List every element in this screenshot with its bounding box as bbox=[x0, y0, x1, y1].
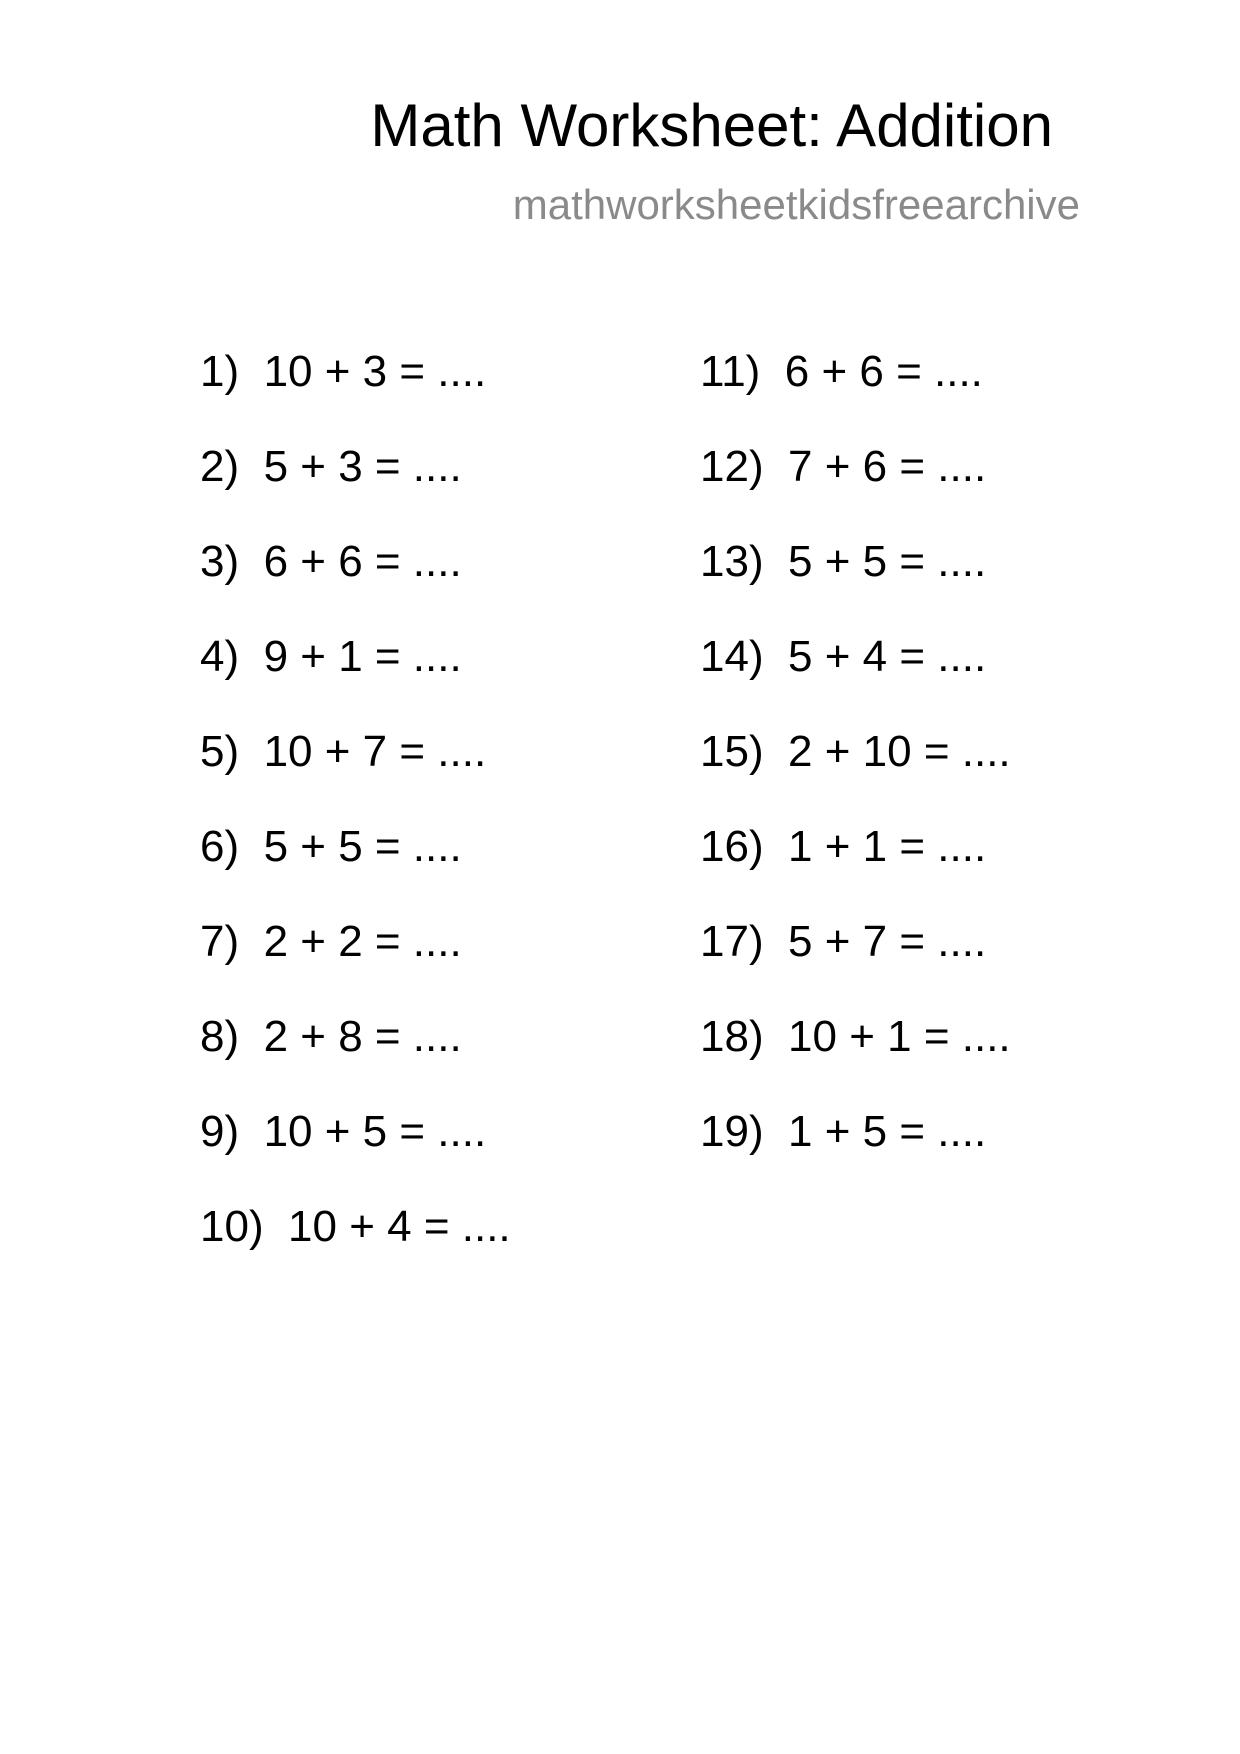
problem-item bbox=[700, 537, 1011, 635]
problem-number: 16) bbox=[700, 822, 764, 871]
problem-item bbox=[700, 1012, 1011, 1110]
problem-number: 10) bbox=[200, 1202, 264, 1251]
problem-number: 8) bbox=[200, 1012, 240, 1061]
problem-item bbox=[700, 442, 1011, 540]
problem-number: 1) bbox=[200, 347, 240, 396]
problem-item bbox=[200, 1107, 511, 1205]
problem-number: 5) bbox=[200, 727, 240, 776]
problem-expression: 10 + 7 = .... bbox=[263, 727, 487, 776]
problem-item bbox=[200, 727, 511, 825]
problem-item bbox=[200, 442, 511, 540]
problem-expression: 7 + 6 = .... bbox=[788, 442, 987, 491]
problem-number: 4) bbox=[200, 632, 240, 681]
problem-number: 18) bbox=[700, 1012, 764, 1061]
problem-number: 15) bbox=[700, 727, 764, 776]
problem-number: 13) bbox=[700, 537, 764, 586]
problem-expression: 5 + 7 = .... bbox=[788, 917, 987, 966]
problem-number: 9) bbox=[200, 1107, 240, 1156]
problem-expression: 5 + 5 = .... bbox=[788, 537, 987, 586]
problem-number: 14) bbox=[700, 632, 764, 681]
problem-item bbox=[700, 1107, 1011, 1205]
problem-item bbox=[200, 1202, 511, 1300]
problem-expression: 6 + 6 = .... bbox=[263, 537, 462, 586]
page-subtitle: mathworksheetkidsfreearchive bbox=[512, 181, 1080, 228]
problem-item bbox=[200, 537, 511, 635]
problem-item bbox=[200, 632, 511, 730]
problem-column-right bbox=[700, 347, 1011, 1205]
problem-item bbox=[700, 917, 1011, 1015]
problem-expression: 2 + 10 = .... bbox=[788, 727, 1011, 776]
problem-number: 11) bbox=[700, 347, 761, 396]
problem-expression: 6 + 6 = .... bbox=[784, 347, 983, 396]
problem-item bbox=[200, 822, 511, 920]
problem-expression: 9 + 1 = .... bbox=[263, 632, 462, 681]
problem-item bbox=[200, 1012, 511, 1110]
page-title: Math Worksheet: Addition bbox=[370, 92, 1053, 159]
problem-expression: 10 + 1 = .... bbox=[788, 1012, 1011, 1061]
problem-number: 7) bbox=[200, 917, 240, 966]
problem-item bbox=[700, 727, 1011, 825]
problem-expression: 10 + 5 = .... bbox=[263, 1107, 487, 1156]
problem-item bbox=[700, 347, 1011, 445]
problem-expression: 5 + 4 = .... bbox=[788, 632, 987, 681]
problem-number: 12) bbox=[700, 442, 764, 491]
problem-number: 6) bbox=[200, 822, 240, 871]
problem-expression: 10 + 3 = .... bbox=[263, 347, 487, 396]
problem-expression: 1 + 1 = .... bbox=[788, 822, 987, 871]
problem-number: 3) bbox=[200, 537, 240, 586]
problem-item bbox=[200, 347, 511, 445]
problem-column-left bbox=[200, 347, 511, 1300]
problem-item bbox=[700, 822, 1011, 920]
problem-expression: 2 + 2 = .... bbox=[263, 917, 462, 966]
problem-expression: 10 + 4 = .... bbox=[288, 1202, 511, 1251]
problem-number: 17) bbox=[700, 917, 764, 966]
problem-expression: 1 + 5 = .... bbox=[788, 1107, 987, 1156]
problem-number: 19) bbox=[700, 1107, 764, 1156]
problem-expression: 5 + 3 = .... bbox=[263, 442, 462, 491]
problem-item bbox=[200, 917, 511, 1015]
problem-expression: 5 + 5 = .... bbox=[263, 822, 462, 871]
problem-expression: 2 + 8 = .... bbox=[263, 1012, 462, 1061]
problem-number: 2) bbox=[200, 442, 240, 491]
problem-item bbox=[700, 632, 1011, 730]
